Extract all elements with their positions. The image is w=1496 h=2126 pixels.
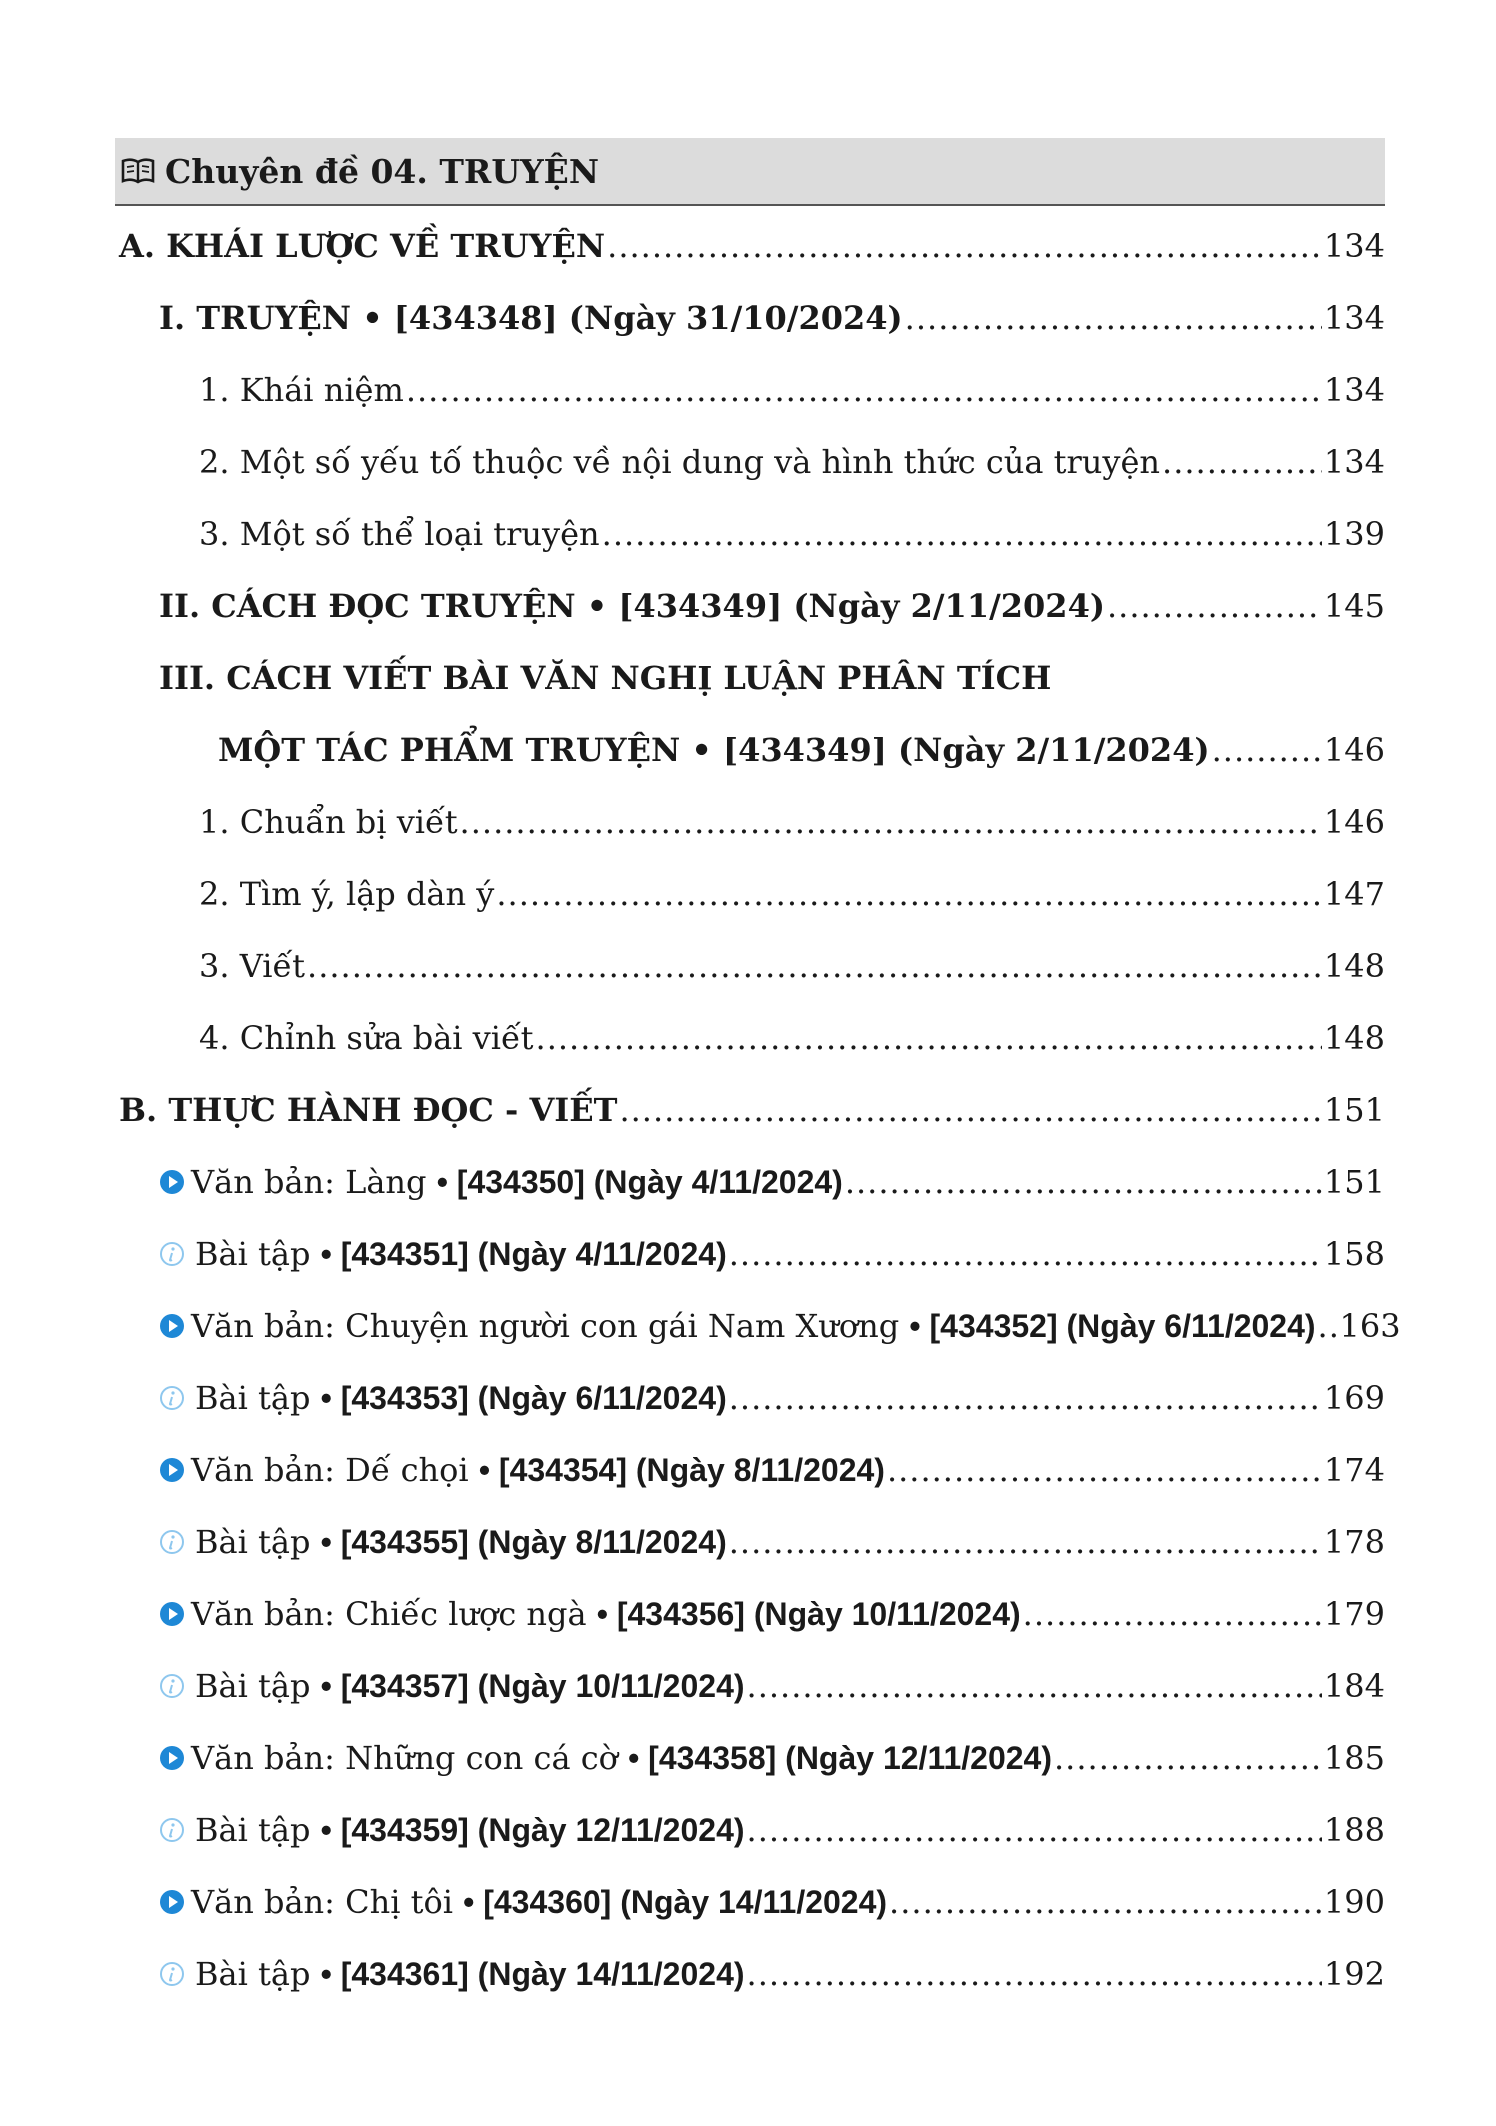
toc-entry[interactable] — [115, 714, 1385, 786]
leader-dots — [747, 1794, 1322, 1866]
toc-entry[interactable] — [115, 1866, 1385, 1938]
toc-entry[interactable] — [115, 570, 1385, 642]
toc-entry-title: II. CÁCH ĐỌC TRUYỆN • [434349] (Ngày 2/11/2024) — [159, 587, 1105, 625]
toc-page-number: 134 — [1323, 443, 1385, 481]
info-icon — [159, 1817, 185, 1843]
toc-entry[interactable] — [115, 1794, 1385, 1866]
toc-page-number: 134 — [1323, 227, 1385, 265]
toc-entry-title — [159, 1938, 745, 2010]
leader-dots — [1318, 1290, 1338, 1362]
leader-dots — [602, 498, 1322, 570]
toc-page-number: 151 — [1323, 1163, 1385, 1201]
toc-page-number: 146 — [1323, 731, 1385, 769]
toc-entry-lead: Bài tập — [195, 1379, 311, 1417]
play-icon — [159, 1313, 185, 1339]
toc-entry-title: 2. Một số yếu tố thuộc về nội dung và hình thức của truyện — [199, 443, 1161, 481]
toc-entry-ref: • [434354] (Ngày 8/11/2024) — [478, 1452, 885, 1488]
toc-page-number: 163 — [1339, 1307, 1401, 1345]
toc-entry-title — [159, 1218, 727, 1290]
info-icon — [159, 1529, 185, 1555]
table-of-contents — [115, 210, 1401, 2010]
toc-entry-title — [159, 1146, 843, 1218]
leader-dots — [1162, 426, 1322, 498]
toc-entry-ref: • [434358] (Ngày 12/11/2024) — [628, 1740, 1052, 1776]
toc-page-number: 179 — [1323, 1595, 1385, 1633]
toc-entry-title: A. KHÁI LƯỢC VỀ TRUYỆN — [119, 227, 606, 265]
toc-page-number: 190 — [1323, 1883, 1385, 1921]
toc-entry-lead: Bài tập — [195, 1667, 311, 1705]
leader-dots — [307, 930, 1322, 1002]
toc-page-number: 147 — [1323, 875, 1385, 913]
toc-entry[interactable] — [115, 642, 1385, 714]
play-icon — [159, 1889, 185, 1915]
toc-page — [115, 138, 1401, 2010]
toc-entry-title — [159, 1506, 727, 1578]
toc-entry[interactable] — [115, 1074, 1385, 1146]
toc-entry-title: 1. Khái niệm — [199, 371, 404, 409]
leader-dots — [1054, 1722, 1322, 1794]
toc-entry-title: B. THỰC HÀNH ĐỌC - VIẾT — [119, 1091, 618, 1129]
toc-entry[interactable] — [115, 858, 1385, 930]
leader-dots — [1023, 1578, 1322, 1650]
toc-page-number: 185 — [1323, 1739, 1385, 1777]
toc-entry-ref: • [434355] (Ngày 8/11/2024) — [320, 1524, 727, 1560]
toc-entry[interactable] — [115, 1362, 1385, 1434]
toc-entry[interactable] — [115, 930, 1385, 1002]
toc-entry-ref: • [434356] (Ngày 10/11/2024) — [596, 1596, 1021, 1632]
play-icon — [159, 1601, 185, 1627]
toc-entry-title — [159, 1362, 727, 1434]
toc-page-number: 151 — [1323, 1091, 1385, 1129]
toc-entry-title: 4. Chỉnh sửa bài viết — [199, 1019, 534, 1057]
leader-dots — [747, 1938, 1322, 2010]
toc-entry-lead: Văn bản: Chiếc lược ngà — [191, 1595, 587, 1633]
toc-entry[interactable] — [115, 1290, 1401, 1362]
toc-entry-title — [159, 1866, 887, 1938]
toc-entry-ref: • [434352] (Ngày 6/11/2024) — [909, 1308, 1316, 1344]
toc-page-number: 134 — [1323, 299, 1385, 337]
toc-entry-lead: Văn bản: Những con cá cờ — [191, 1739, 618, 1777]
leader-dots — [1107, 570, 1322, 642]
info-icon — [159, 1673, 185, 1699]
play-icon — [159, 1169, 185, 1195]
toc-entry-title: III. CÁCH VIẾT BÀI VĂN NGHỊ LUẬN PHÂN TÍCH — [159, 659, 1052, 697]
toc-entry-title — [159, 1650, 745, 1722]
toc-page-number: 158 — [1323, 1235, 1385, 1273]
leader-dots — [406, 354, 1322, 426]
toc-entry-lead: Văn bản: Chuyện người con gái Nam Xương — [191, 1307, 900, 1345]
toc-entry[interactable] — [115, 1146, 1385, 1218]
leader-dots — [460, 786, 1322, 858]
toc-page-number: 146 — [1323, 803, 1385, 841]
toc-page-number: 184 — [1323, 1667, 1385, 1705]
toc-entry-title: 1. Chuẩn bị viết — [199, 803, 458, 841]
toc-entry[interactable] — [115, 1650, 1385, 1722]
toc-page-number: 148 — [1323, 1019, 1385, 1057]
toc-entry[interactable] — [115, 1002, 1385, 1074]
leader-dots — [496, 858, 1322, 930]
toc-entry[interactable] — [115, 1218, 1385, 1290]
toc-entry-ref: • [434359] (Ngày 12/11/2024) — [320, 1812, 745, 1848]
chapter-title: Chuyên đề 04. TRUYỆN — [165, 151, 599, 191]
open-book-icon — [121, 157, 155, 185]
toc-entry[interactable] — [115, 354, 1385, 426]
chapter-header — [115, 138, 1385, 206]
toc-page-number: 145 — [1323, 587, 1385, 625]
toc-entry-lead: Văn bản: Chị tôi — [191, 1883, 453, 1921]
toc-page-number: 192 — [1323, 1955, 1385, 1993]
leader-dots — [729, 1362, 1322, 1434]
leader-dots — [905, 282, 1322, 354]
play-icon — [159, 1745, 185, 1771]
leader-dots — [536, 1002, 1322, 1074]
toc-entry[interactable] — [115, 1938, 1385, 2010]
info-icon — [159, 1961, 185, 1987]
toc-entry[interactable] — [115, 786, 1385, 858]
toc-entry[interactable] — [115, 426, 1385, 498]
leader-dots — [889, 1866, 1322, 1938]
toc-entry-title — [159, 1578, 1021, 1650]
toc-entry[interactable] — [115, 498, 1385, 570]
toc-entry[interactable] — [115, 1506, 1385, 1578]
toc-entry-title — [159, 1722, 1052, 1794]
toc-page-number: 188 — [1323, 1811, 1385, 1849]
toc-page-number: 148 — [1323, 947, 1385, 985]
leader-dots — [607, 210, 1322, 282]
toc-entry[interactable] — [115, 282, 1385, 354]
toc-page-number: 139 — [1323, 515, 1385, 553]
leader-dots — [747, 1650, 1322, 1722]
info-icon — [159, 1385, 185, 1411]
leader-dots — [845, 1146, 1322, 1218]
toc-entry-lead: Bài tập — [195, 1955, 311, 1993]
toc-entry[interactable] — [115, 1722, 1385, 1794]
toc-entry-ref: • [434360] (Ngày 14/11/2024) — [463, 1884, 888, 1920]
toc-entry-ref: • [434351] (Ngày 4/11/2024) — [320, 1236, 727, 1272]
leader-dots — [887, 1434, 1322, 1506]
toc-entry-title — [159, 1290, 1316, 1362]
toc-entry-title: 3. Viết — [199, 947, 306, 985]
toc-entry-ref: • [434350] (Ngày 4/11/2024) — [436, 1164, 843, 1200]
toc-entry-ref: • [434357] (Ngày 10/11/2024) — [320, 1668, 745, 1704]
toc-entry-lead: Bài tập — [195, 1811, 311, 1849]
leader-dots — [729, 1218, 1322, 1290]
toc-entry-title: MỘT TÁC PHẨM TRUYỆN • [434349] (Ngày 2/11/2024) — [218, 731, 1210, 769]
toc-entry[interactable] — [115, 1578, 1385, 1650]
toc-entry-lead: Văn bản: Làng — [191, 1163, 427, 1201]
info-icon — [159, 1241, 185, 1267]
toc-entry[interactable] — [115, 1434, 1385, 1506]
leader-dots — [1212, 714, 1322, 786]
play-icon — [159, 1457, 185, 1483]
leader-dots — [729, 1506, 1322, 1578]
toc-entry-title: I. TRUYỆN • [434348] (Ngày 31/10/2024) — [159, 299, 903, 337]
toc-entry-title — [159, 1794, 745, 1866]
toc-entry-ref: • [434361] (Ngày 14/11/2024) — [320, 1956, 745, 1992]
toc-entry[interactable] — [115, 210, 1385, 282]
toc-entry-lead: Bài tập — [195, 1235, 311, 1273]
toc-entry-lead: Văn bản: Dế chọi — [191, 1451, 469, 1489]
toc-entry-title: 2. Tìm ý, lập dàn ý — [199, 875, 495, 913]
toc-entry-lead: Bài tập — [195, 1523, 311, 1561]
toc-page-number: 178 — [1323, 1523, 1385, 1561]
leader-dots — [619, 1074, 1321, 1146]
toc-entry-ref: • [434353] (Ngày 6/11/2024) — [320, 1380, 727, 1416]
toc-entry-title: 3. Một số thể loại truyện — [199, 515, 600, 553]
toc-entry-title — [159, 1434, 885, 1506]
toc-page-number: 169 — [1323, 1379, 1385, 1417]
toc-page-number: 174 — [1323, 1451, 1385, 1489]
toc-page-number: 134 — [1323, 371, 1385, 409]
